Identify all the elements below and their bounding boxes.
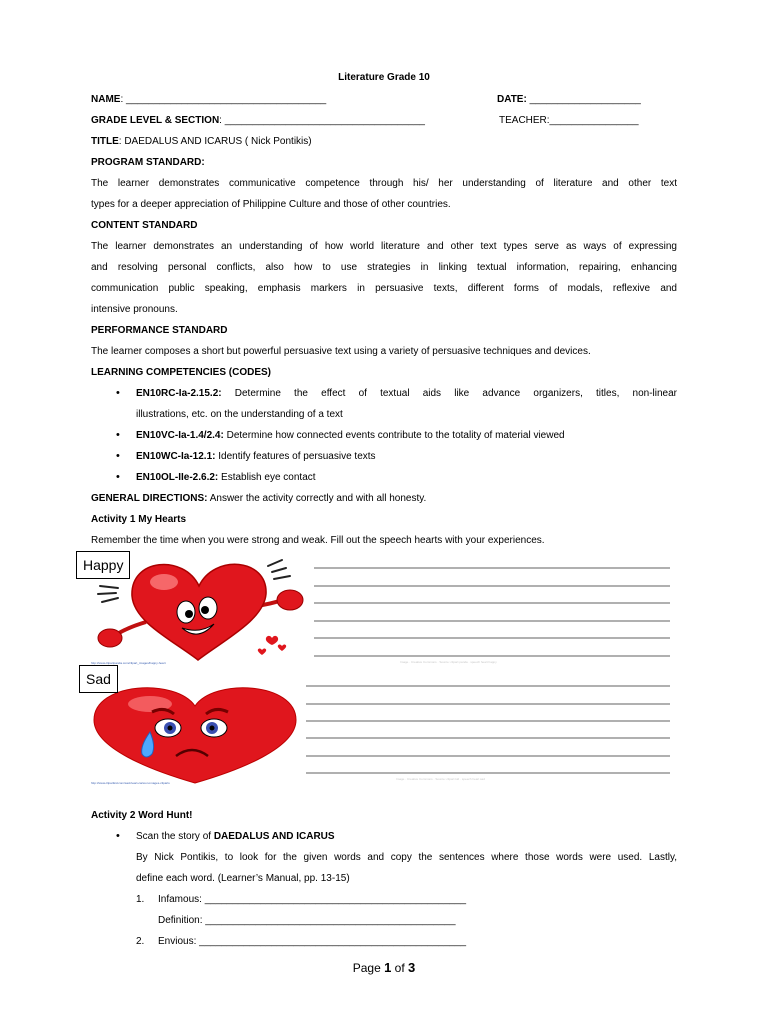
content-standard-line-3: communication public speaking, emphasis markers in persuasive texts, different forms of modals, reflexive and xyxy=(91,283,677,294)
writing-line[interactable] xyxy=(306,737,670,739)
writing-line[interactable] xyxy=(306,755,670,757)
competencies-heading: LEARNING COMPETENCIES (CODES) xyxy=(91,367,272,378)
writing-line[interactable] xyxy=(306,703,670,705)
envious-field[interactable]: Envious: ________________________________________________ xyxy=(158,936,467,947)
activity2-line-1: By Nick Pontikis, to look for the given words and copy the sentences where those words were used. Lastly, xyxy=(136,852,677,863)
writing-line[interactable] xyxy=(314,602,670,604)
page-total: 3 xyxy=(408,960,416,975)
story-name: DAEDALUS AND ICARUS xyxy=(213,831,335,842)
sad-label-box: Sad xyxy=(79,665,118,693)
happy-image-credit[interactable]: http://www.clipartpanda.com/clipart_images/happy-heart xyxy=(91,661,166,665)
writing-line[interactable] xyxy=(306,720,670,722)
content-standard-line-4: intensive pronouns. xyxy=(91,304,178,315)
competency-4: EN10OL-IIe-2.6.2: Establish eye contact xyxy=(136,472,316,483)
teacher-row[interactable] xyxy=(499,115,677,127)
item-number: 2. xyxy=(136,936,145,947)
bullet: • xyxy=(116,429,120,441)
program-standard-line-2: types for a deeper appreciation of Philippine Culture and those of other countries. xyxy=(91,199,451,210)
competency-code: EN10WC-Ia-12.1: xyxy=(136,451,216,462)
competency-code: EN10VC-Ia-1.4/2.4: xyxy=(136,430,224,441)
story-title-row xyxy=(91,136,677,148)
name-label: NAME xyxy=(91,94,121,105)
competency-code: EN10RC-Ia-2.15.2: xyxy=(136,388,222,399)
writing-line[interactable] xyxy=(314,637,670,639)
page-number: 1 xyxy=(384,960,392,975)
sad-watermark: Image · Creative Commons · Source: clipart kid · speech heart sad xyxy=(396,777,485,781)
general-directions: GENERAL DIRECTIONS: Answer the activity correctly and with all honesty. xyxy=(91,493,427,504)
story-title-value: : DAEDALUS AND ICARUS ( Nick Pontikis) xyxy=(118,136,312,147)
bullet: • xyxy=(116,471,120,483)
bullet: • xyxy=(116,830,120,842)
name-blank[interactable]: : ____________________________________ xyxy=(120,94,327,105)
performance-standard-heading: PERFORMANCE STANDARD xyxy=(91,325,228,336)
competency-2: EN10VC-Ia-1.4/2.4: Determine how connected events contribute to the totality of material viewed xyxy=(136,430,565,441)
competency-code: EN10OL-IIe-2.6.2: xyxy=(136,472,219,483)
grade-label: GRADE LEVEL & SECTION xyxy=(91,115,220,126)
bullet: • xyxy=(116,450,120,462)
date-label: DATE: xyxy=(497,94,527,105)
competency-3: EN10WC-Ia-12.1: Identify features of persuasive texts xyxy=(136,451,376,462)
writing-line[interactable] xyxy=(314,620,670,622)
content-standard-line-1: The learner demonstrates an understanding of how world literature and other text types serve as ways of expressing xyxy=(91,241,677,252)
competency-1: EN10RC-Ia-2.15.2: Determine the effect of textual aids like advance organizers, titles, non-linear xyxy=(136,388,677,399)
writing-line[interactable] xyxy=(314,567,670,569)
teacher-field[interactable]: TEACHER:________________ xyxy=(499,115,639,126)
activity2-scan-line: Scan the story of DAEDALUS AND ICARUS xyxy=(136,831,335,842)
activity1-heading: Activity 1 My Hearts xyxy=(91,514,187,525)
grade-blank[interactable]: : ____________________________________ xyxy=(219,115,425,126)
program-standard-heading: PROGRAM STANDARD: xyxy=(91,157,205,168)
writing-line[interactable] xyxy=(306,685,670,687)
bullet: • xyxy=(116,387,120,399)
sad-heart-icon xyxy=(90,684,300,784)
story-title-label: TITLE xyxy=(91,136,119,147)
writing-line[interactable] xyxy=(306,772,670,774)
writing-line[interactable] xyxy=(314,585,670,587)
happy-label-box: Happy xyxy=(76,551,130,579)
date-blank[interactable]: ____________________ xyxy=(526,94,641,105)
item-number: 1. xyxy=(136,894,145,905)
content-standard-line-2: and resolving personal conflicts, also how to use strategies in linking textual information, repairing, enhancing xyxy=(91,262,677,273)
activity2-heading: Activity 2 Word Hunt! xyxy=(91,810,193,821)
definition-field[interactable]: Definition: _____________________________________________ xyxy=(158,915,456,926)
content-standard-heading: CONTENT STANDARD xyxy=(91,220,198,231)
happy-watermark: Image · Creative Commons · Source: clipart panda · speech heart happy xyxy=(400,660,497,664)
document-title: Literature Grade 10 xyxy=(338,72,430,83)
activity1-instruction: Remember the time when you were strong and weak. Fill out the speech hearts with your experiences. xyxy=(91,535,545,546)
sad-image-credit[interactable]: http://www.clipartkid.com/sad-heart-cartoon-images-cliparts xyxy=(91,781,170,785)
program-standard-line-1: The learner demonstrates communicative competence through his/ her understanding of literature and other text xyxy=(91,178,677,189)
date-row xyxy=(497,94,677,106)
page-footer: Page 1 of 3 xyxy=(352,960,416,975)
performance-standard-text: The learner composes a short but powerful persuasive text using a variety of persuasive techniques and devices. xyxy=(91,346,591,357)
writing-line[interactable] xyxy=(314,655,670,657)
competency-1-cont: illustrations, etc. on the understanding of a text xyxy=(136,409,343,420)
infamous-field[interactable]: Infamous: _______________________________________________ xyxy=(158,894,467,905)
activity2-line-2: define each word. (Learner’s Manual, pp. 13-15) xyxy=(136,873,350,884)
